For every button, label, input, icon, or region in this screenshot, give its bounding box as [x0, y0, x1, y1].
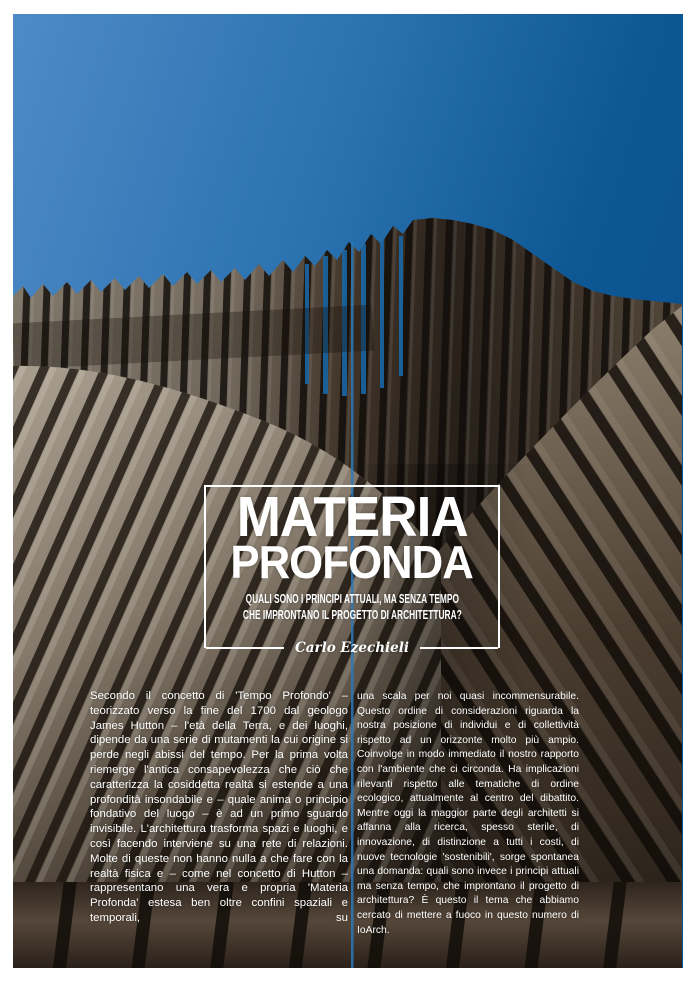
author-divider-left — [206, 647, 284, 649]
hero-photo — [13, 14, 683, 968]
article-subtitle — [243, 592, 462, 623]
author-divider-right — [420, 647, 498, 649]
author-name: Carlo Ezechieli — [295, 640, 409, 656]
article-title-line-1: MATERIA — [236, 485, 468, 549]
author-row — [206, 639, 498, 657]
article-column-left: Secondo il concetto di 'Tempo Profondo' – teorizzato verso la fine del 1700 dal geologo James Hutton – l'età della Terra, e dei luoghi, dipende da una serie di mutamenti la cui origine si perde negli abissi del tempo. Per la prima volta riemerge l'antica consapevolezza che ciò che caratterizza la cosiddetta realtà si estende a una profondità insondabile e – quale anima o principio fondativo del luogo – è ad un primo sguardo invisibile. L'architettura trasforma spazi e luoghi, e così facendo interviene su una rete di relazioni. Molte di queste non hanno nulla a che fare con la realtà fisica e – come nel concetto di Hutton – rappresentano una vera e propria 'Materia Profonda' estesa ben oltre confini spaziali e temporali, su — [90, 690, 348, 924]
article-subtitle-line-1: QUALI SONO I PRINCIPI ATTUALI, MA SENZA TEMPO — [245, 592, 459, 606]
title-frame — [204, 485, 500, 656]
article-subtitle-line-2: CHE IMPRONTANO IL PROGETTO DI ARCHITETTURA? — [242, 607, 462, 622]
article-column-right: una scala per noi quasi incommensurabile. Questo ordine di considerazioni riguarda la nostra posizione di individui e di collettività rispetto ad un orizzonte molto più ampio. Coinvolge in modo immediato il nostro rapporto con l'ambiente che ci circonda. Ha implicazioni rilevanti rispetto alle tematiche di ordine ecologico, attualmente al centro del dibattito. Mentre oggi la maggior parte degli architetti si affanna alla ricerca, spesso sterile, di innovazione, di distinzione a tutti i costi, di nuove tecnologie 'sostenibili', sorge spontanea una domanda: quali sono invece i principi attuali ma senza tempo, che improntano il progetto di architettura? È questo il tema che abbiamo cercato di mettere a fuoco in questo numero di IoArch. — [357, 691, 579, 936]
article-title-line-2: PROFONDA — [230, 536, 474, 588]
